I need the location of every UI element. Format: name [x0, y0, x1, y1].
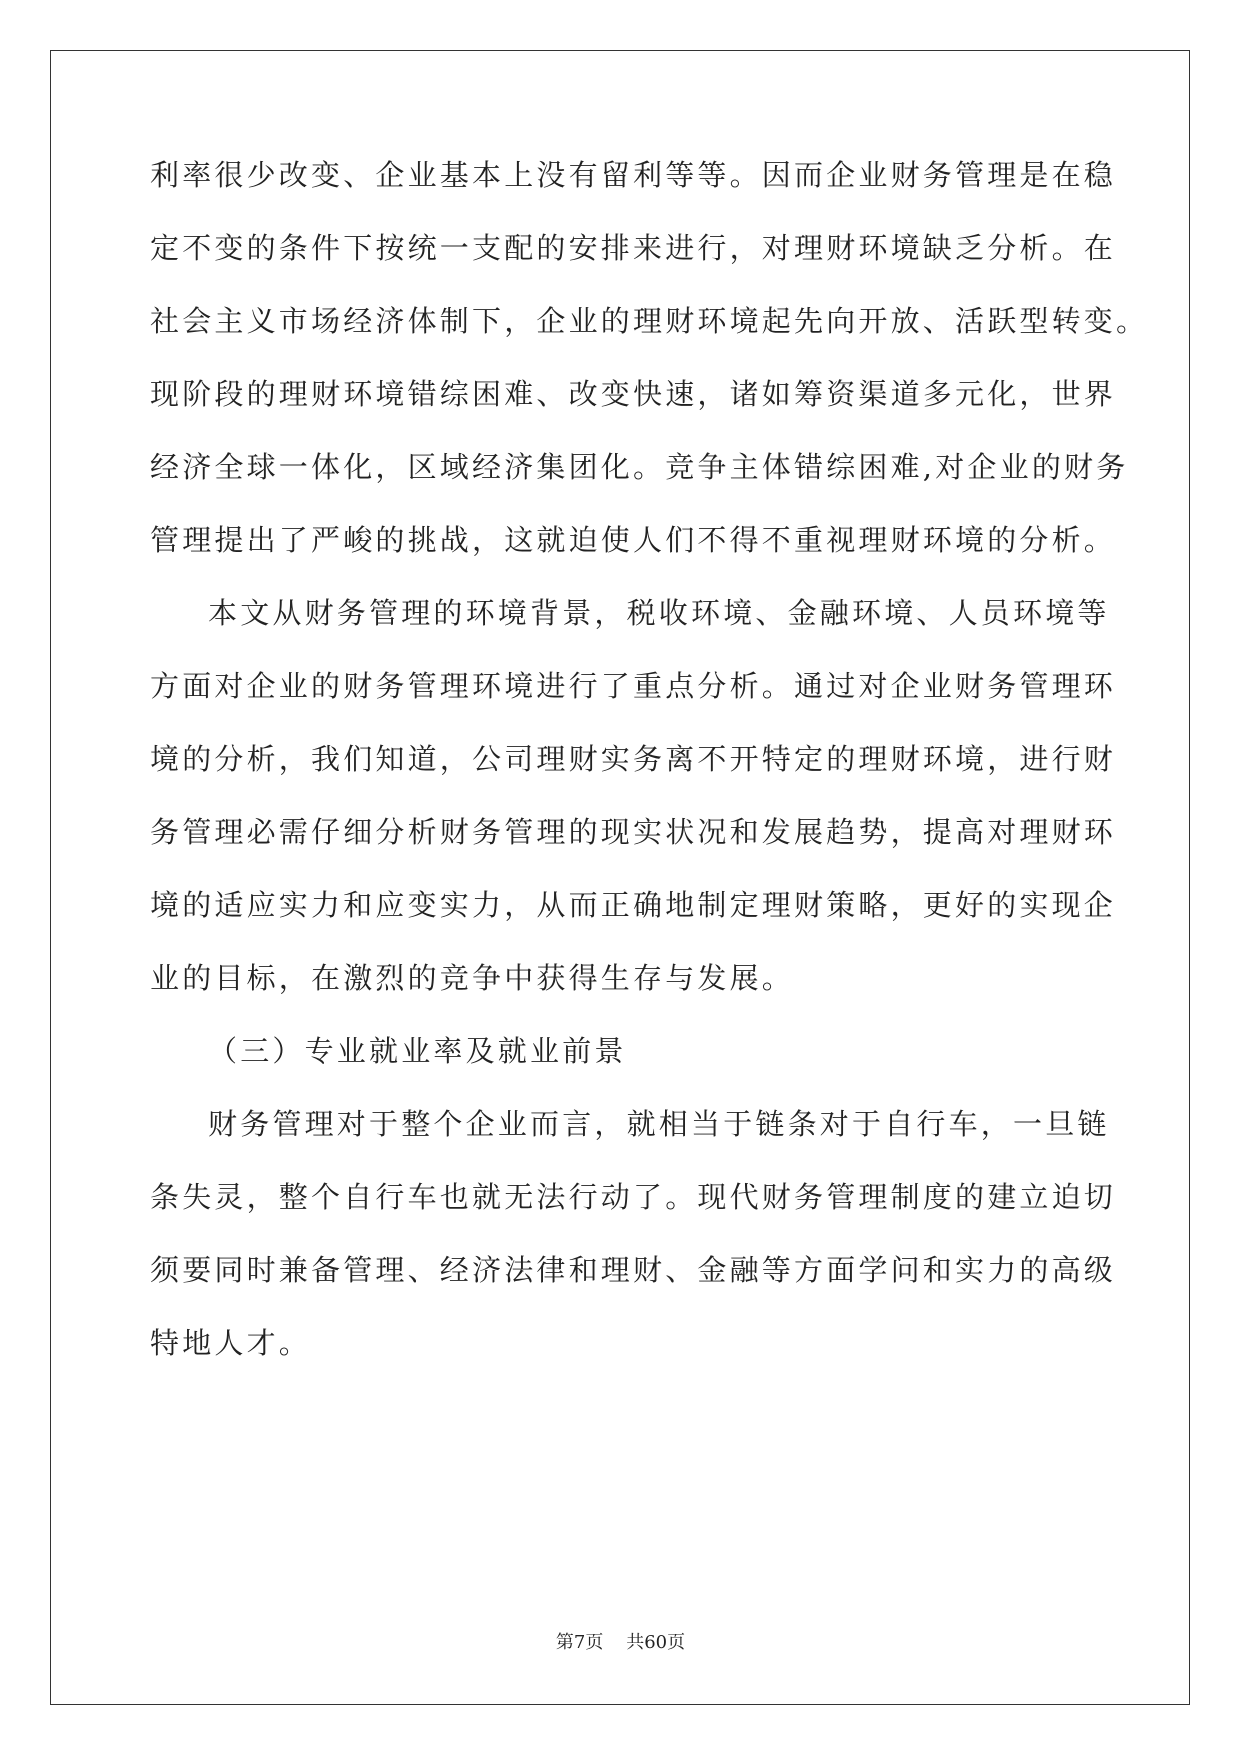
paragraph-first-line: 本文从财务管理的环境背景，税收环境、金融环境、人员环境等 — [208, 596, 1110, 630]
text-line: 境的分析，我们知道，公司理财实务离不开特定的理财环境，进行财 — [150, 742, 1117, 776]
text-line: 务管理必需仔细分析财务管理的现实状况和发展趋势，提高对理财环 — [150, 815, 1117, 849]
page-border — [50, 50, 1190, 1705]
page-number-footer: 第7页 共60页 — [555, 1632, 686, 1653]
text-line: 境的适应实力和应变实力，从而正确地制定理财策略，更好的实现企 — [150, 888, 1117, 922]
text-line: 方面对企业的财务管理环境进行了重点分析。通过对企业财务管理环 — [150, 669, 1117, 703]
text-line: 管理提出了严峻的挑战，这就迫使人们不得不重视理财环境的分析。 — [150, 523, 1117, 557]
text-line: 社会主义市场经济体制下，企业的理财环境起先向开放、活跃型转变。 — [150, 304, 1149, 338]
text-line: 定不变的条件下按统一支配的安排来进行，对理财环境缺乏分析。在 — [150, 231, 1117, 265]
text-line: 业的目标，在激烈的竞争中获得生存与发展。 — [150, 961, 795, 995]
section-heading: （三）专业就业率及就业前景 — [208, 1034, 627, 1068]
text-line: 利率很少改变、企业基本上没有留利等等。因而企业财务管理是在稳 — [150, 158, 1117, 192]
paragraph-first-line: 财务管理对于整个企业而言，就相当于链条对于自行车，一旦链 — [208, 1107, 1110, 1141]
text-line: 经济全球一体化，区域经济集团化。竞争主体错综困难,对企业的财务 — [150, 450, 1129, 484]
text-line: 条失灵，整个自行车也就无法行动了。现代财务管理制度的建立迫切 — [150, 1180, 1117, 1214]
text-line: 现阶段的理财环境错综困难、改变快速，诸如筹资渠道多元化，世界 — [150, 377, 1117, 411]
text-line: 特地人才。 — [150, 1326, 312, 1360]
text-line: 须要同时兼备管理、经济法律和理财、金融等方面学问和实力的高级 — [150, 1253, 1117, 1287]
